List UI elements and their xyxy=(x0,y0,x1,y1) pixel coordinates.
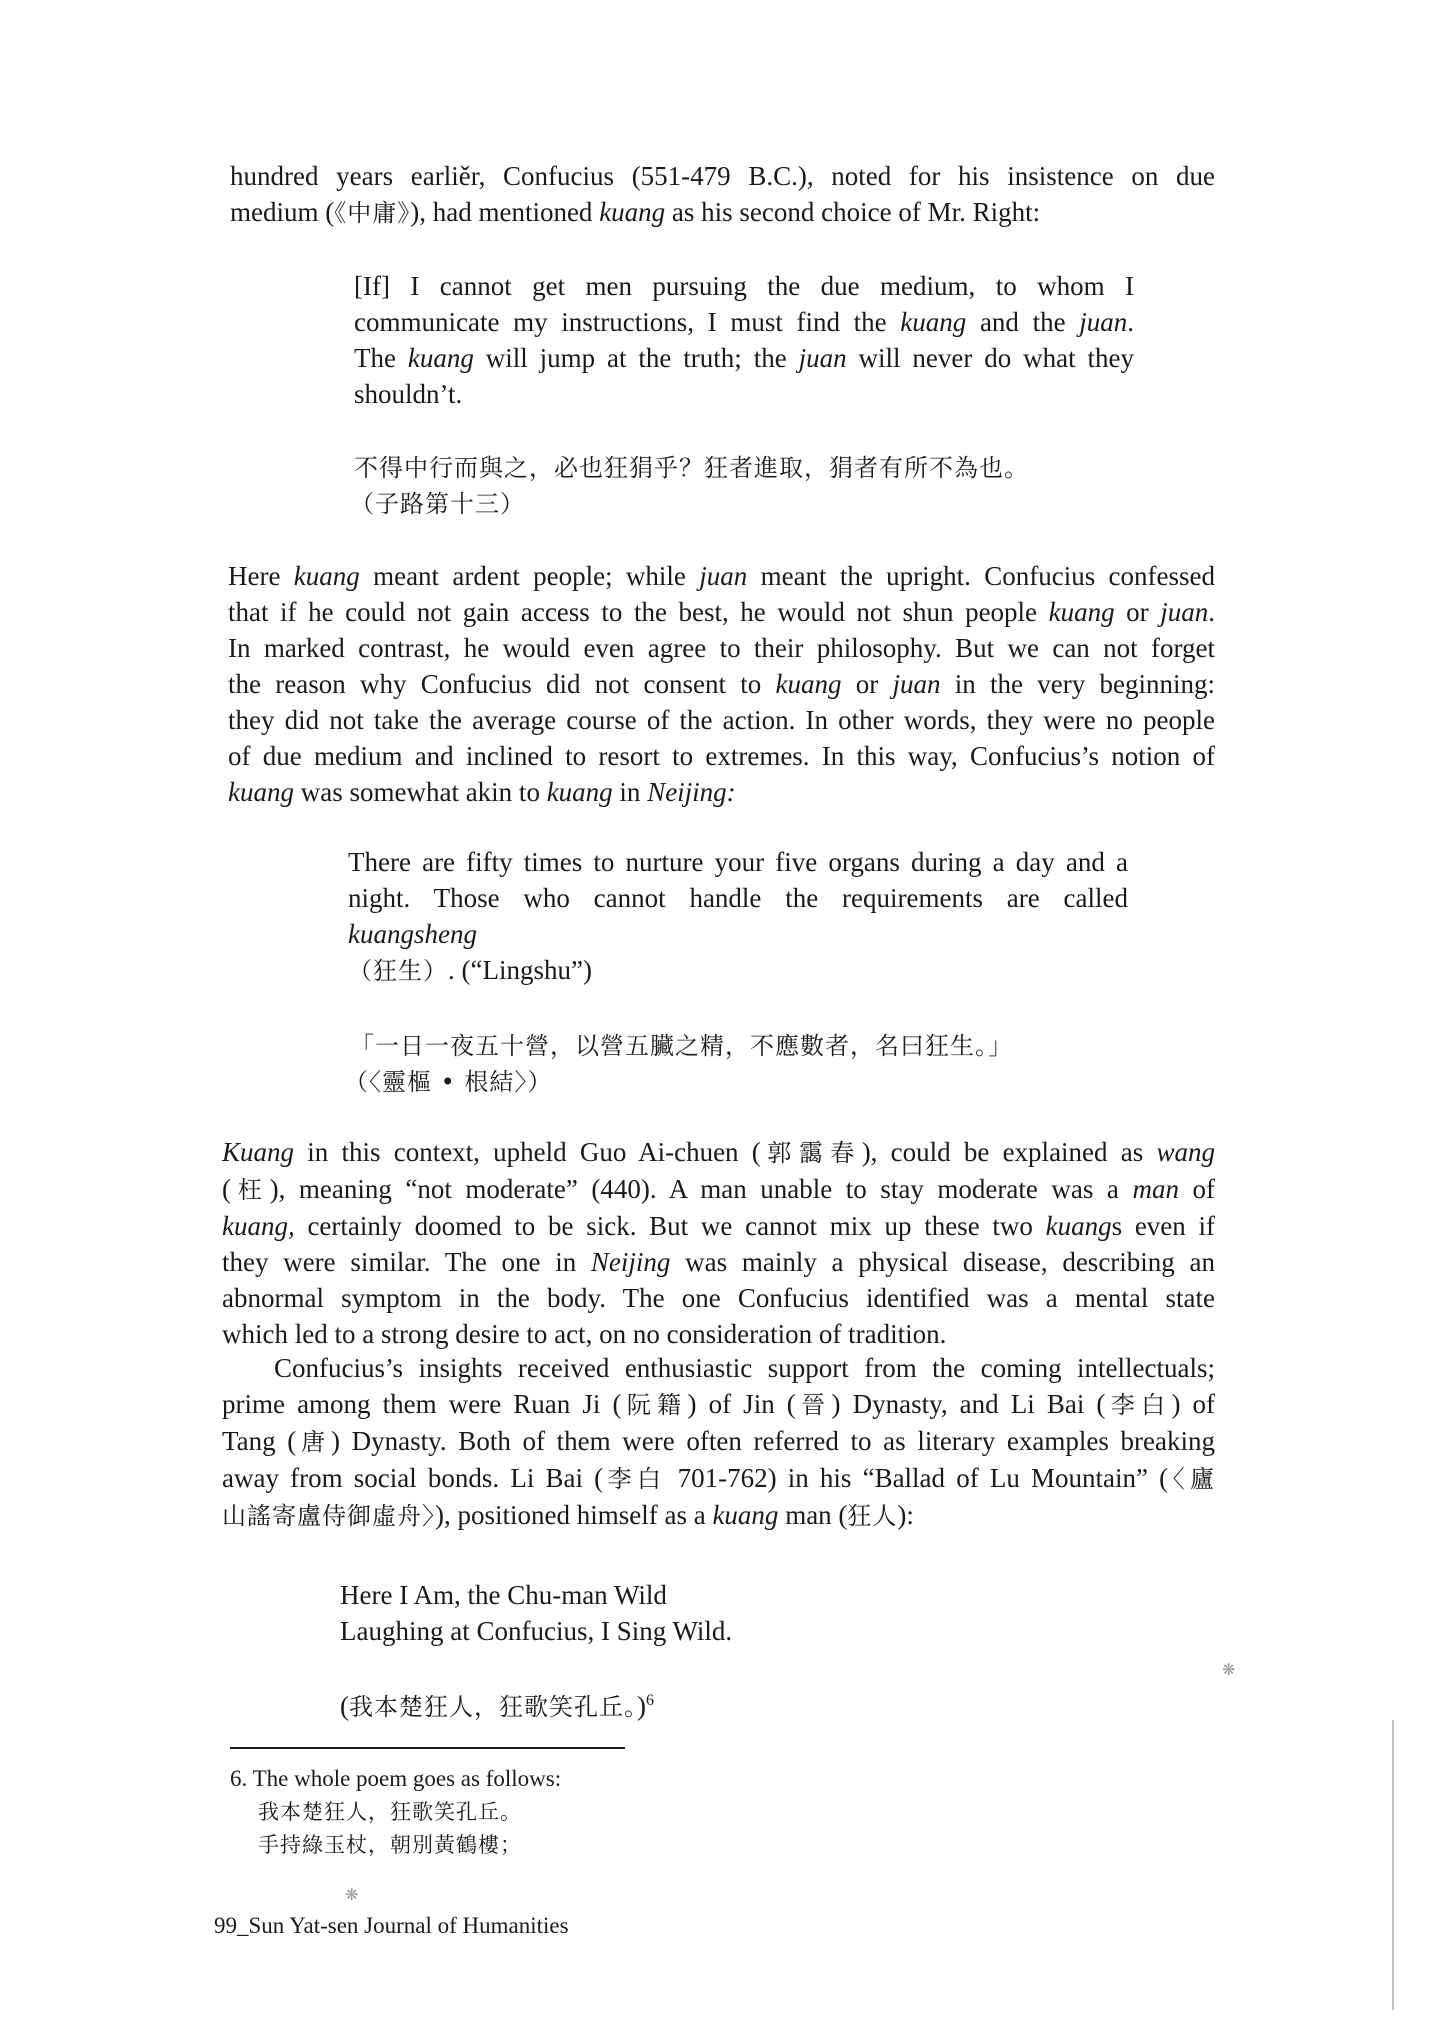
paragraph-intro xyxy=(230,158,1215,231)
footnote-divider xyxy=(230,1747,625,1749)
quote-line: There are fifty times to nurture your five organs during a day and a xyxy=(348,847,1128,877)
text-line: they did not take the average course of the action. In other words, they were no people xyxy=(228,705,1215,735)
quote-line: （狂生）. (“Lingshu”) xyxy=(348,955,592,985)
quote-chinese-original: 不得中行而與之，必也狂狷乎？狂者進取，狷者有所不為也。 xyxy=(354,454,1029,482)
page-footer: 99_Sun Yat-sen Journal of Humanities xyxy=(214,1913,569,1938)
text-line: which led to a strong desire to act, on no consideration of tradition. xyxy=(222,1319,947,1349)
scan-speck: ❋ xyxy=(345,1887,359,1904)
text-line: they were similar. The one in Neijing was mainly a physical disease, describing an xyxy=(222,1247,1215,1277)
text-line: abnormal symptom in the body. The one Confucius identified was a mental state xyxy=(222,1283,1215,1313)
text-line: (枉), meaning “not moderate” (440). A man unable to stay moderate was a man of xyxy=(222,1174,1215,1204)
quote-line: kuangsheng xyxy=(348,919,477,949)
text-line: kuang was somewhat akin to kuang in Neijing: xyxy=(228,777,736,807)
quote-line: communicate my instructions, I must find the kuang and the juan. xyxy=(354,307,1134,337)
text-line: hundred years earliěr, Confucius (551-479 B.C.), noted for his insistence on due xyxy=(230,161,1215,191)
text-line: away from social bonds. Li Bai (李白 701-762) in his “Ballad of Lu Mountain” (〈廬 xyxy=(222,1463,1216,1493)
quote-chinese-original: 「一日一夜五十營，以營五臟之精，不應數者，名曰狂生。」 xyxy=(350,1032,1013,1060)
text-line: Confucius’s insights received enthusiastic support from the coming intellectuals; xyxy=(274,1353,1215,1383)
quote-chinese-source: （子路第十三） xyxy=(350,490,525,518)
text-line: Here kuang meant ardent people; while juan meant the upright. Confucius confessed xyxy=(228,561,1215,591)
paragraph-guo-ai-chuen xyxy=(222,1134,1215,1352)
text-line: Kuang in this context, upheld Guo Ai-chuen (郭靄春), could be explained as wang xyxy=(222,1137,1215,1167)
paragraph-ruan-ji-li-bai xyxy=(222,1350,1215,1534)
poem-line: Here I Am, the Chu-man Wild xyxy=(340,1580,667,1610)
text-line: medium (《中庸》), had mentioned kuang as his second choice of Mr. Right: xyxy=(230,197,1041,227)
text-line: kuang, certainly doomed to be sick. But we cannot mix up these two kuangs even if xyxy=(222,1211,1215,1241)
quote-chinese-source: （〈靈樞 • 根結〉） xyxy=(344,1068,553,1096)
poem-chinese-original: (我本楚狂人，狂歌笑孔丘。)$^6$ xyxy=(340,1691,654,1721)
quote-line: The kuang will jump at the truth; the juan will never do what they xyxy=(354,343,1134,373)
footnote-text: 6. The whole poem goes as follows: xyxy=(230,1766,562,1791)
footnote-poem-line: 我本楚狂人，狂歌笑孔丘。 xyxy=(258,1800,522,1824)
block-quote-lingshu xyxy=(348,844,1128,989)
footnote-poem-line: 手持綠玉杖，朝別黃鶴樓； xyxy=(258,1833,522,1857)
quote-line: [If] I cannot get men pursuing the due medium, to whom I xyxy=(354,271,1134,301)
block-quote-analects xyxy=(354,268,1134,412)
scan-speck: ❋ xyxy=(1222,1662,1236,1679)
quote-line: night. Those who cannot handle the requirements are called xyxy=(348,883,1128,913)
footnote-marker[interactable]: 6 xyxy=(646,1692,654,1709)
text-line: that if he could not gain access to the best, he would not shun people kuang or juan. xyxy=(228,597,1216,627)
text-line: prime among them were Ruan Ji (阮籍) of Jin (晉) Dynasty, and Li Bai (李白) of xyxy=(222,1389,1216,1419)
text-line: of due medium and inclined to resort to extremes. In this way, Confucius’s notion of xyxy=(228,741,1215,771)
text-line: Tang (唐) Dynasty. Both of them were often referred to as literary examples breaking xyxy=(222,1426,1215,1456)
quote-line: shouldn’t. xyxy=(354,379,463,409)
poem-line: Laughing at Confucius, I Sing Wild. xyxy=(340,1616,733,1646)
text-line: the reason why Confucius did not consent to kuang or juan in the very beginning: xyxy=(228,669,1215,699)
paragraph-kuang-juan xyxy=(228,558,1215,810)
text-line: 山謠寄盧侍御虛舟〉), positioned himself as a kuang man (狂人): xyxy=(222,1500,914,1530)
scan-edge-mark xyxy=(1392,1720,1394,2010)
text-line: In marked contrast, he would even agree to their philosophy. But we can not forget xyxy=(228,633,1215,663)
